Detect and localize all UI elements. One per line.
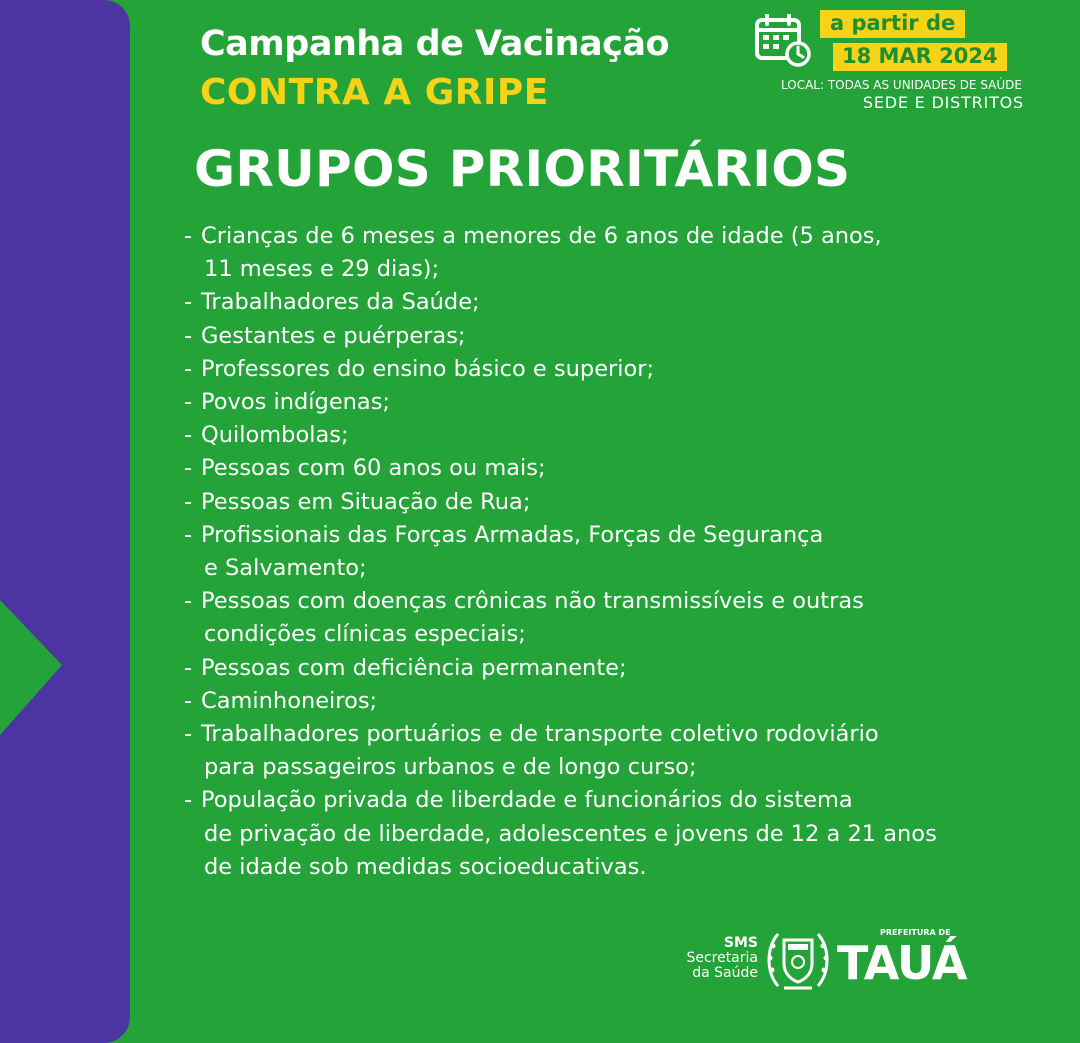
list-item: - População privada de liberdade e funcionários do sistema de privação de liberdade, adolescentes e jovens de 12 a 21 anos de idade sob medidas socioeducativas. bbox=[184, 787, 937, 880]
location-label: LOCAL: TODAS AS UNIDADES DE SAÚDE bbox=[780, 78, 1022, 92]
list-item: - Trabalhadores da Saúde; bbox=[184, 289, 480, 316]
campaign-subtitle: CONTRA A GRIPE bbox=[200, 72, 549, 113]
date-value: 18 MAR 2024 bbox=[833, 43, 1007, 71]
sms-line2: da Saúde bbox=[692, 965, 758, 981]
list-item: - Pessoas com deficiência permanente; bbox=[184, 654, 627, 681]
list-item: - Crianças de 6 meses a menores de 6 anos de idade (5 anos, 11 meses e 29 dias); bbox=[184, 223, 882, 283]
list-item: - Pessoas em Situação de Rua; bbox=[184, 488, 531, 515]
prefeitura-label: PREFEITURA DE bbox=[880, 928, 951, 937]
list-item: - Trabalhadores portuários e de transporte coletivo rodoviário para passageiros urbanos e de longo curso; bbox=[184, 721, 879, 781]
sms-logo bbox=[686, 936, 758, 981]
list-item: - Pessoas com doenças crônicas não transmissíveis e outras condições clínicas especiais; bbox=[184, 588, 864, 648]
location-detail: SEDE E DISTRITOS bbox=[862, 93, 1024, 112]
list-item: - Quilombolas; bbox=[184, 422, 349, 449]
left-arrow-decoration bbox=[0, 0, 130, 1043]
list-item: - Povos indígenas; bbox=[184, 389, 391, 416]
footer-logos bbox=[680, 922, 1000, 997]
municipal-seal-icon bbox=[764, 926, 832, 994]
list-item: - Caminhoneiros; bbox=[184, 687, 378, 714]
calendar-clock-icon bbox=[754, 14, 812, 68]
date-label: a partir de bbox=[820, 10, 965, 38]
list-item: - Profissionais das Forças Armadas, Forças de Segurança e Salvamento; bbox=[184, 521, 824, 582]
list-item: - Professores do ensino básico e superior; bbox=[184, 355, 655, 382]
list-item: - Gestantes e puérperas; bbox=[184, 322, 466, 349]
section-heading: GRUPOS PRIORITÁRIOS bbox=[194, 140, 851, 198]
sms-abbreviation: SMS bbox=[723, 935, 758, 951]
city-logo-text: TAUÁ bbox=[837, 936, 967, 990]
sms-line1: Secretaria bbox=[686, 950, 758, 966]
priority-groups-list bbox=[184, 220, 1014, 884]
list-item: - Pessoas com 60 anos ou mais; bbox=[184, 455, 546, 482]
campaign-title: Campanha de Vacinação bbox=[200, 24, 670, 64]
